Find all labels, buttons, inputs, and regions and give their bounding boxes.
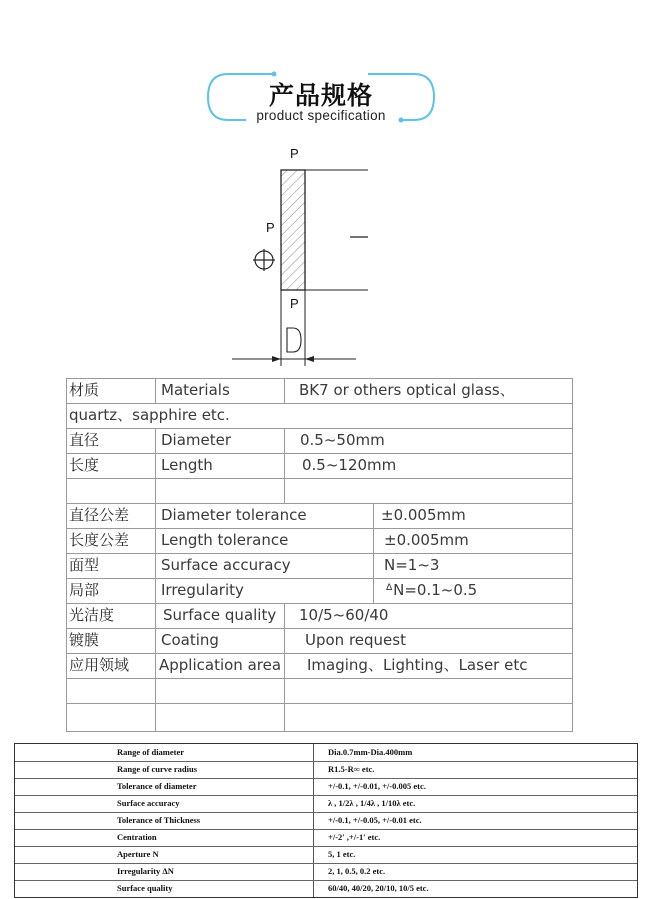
range-row-label: Surface quality: [117, 883, 173, 893]
range-row-label: Tolerance of Thickness: [117, 815, 201, 825]
range-row-label: Tolerance of diameter: [117, 781, 197, 791]
range-row-value: 5, 1 etc.: [328, 849, 356, 859]
range-row-value: 60/40, 40/20, 20/10, 10/5 etc.: [328, 883, 429, 893]
range-row-value: +/-0.1, +/-0.05, +/-0.01 etc.: [328, 815, 422, 825]
spec-table: [66, 378, 573, 732]
spec-row-diameter-tolerance-cn: 直径公差: [69, 506, 130, 524]
diagram-left-p-label: P: [266, 220, 275, 235]
thickness-symbol: [287, 328, 301, 352]
range-row-value: 2, 1, 0.5, 0.2 etc.: [328, 866, 386, 876]
spec-row-length-tolerance-value: ±0.005mm: [384, 531, 469, 549]
spec-row-length-tolerance-en: Length tolerance: [161, 531, 289, 549]
spec-row-materials-value-cont: quartz、sapphire etc.: [69, 406, 230, 424]
range-row-label: Range of curve radius: [117, 764, 198, 774]
spec-row-diameter-value: 0.5~50mm: [300, 431, 385, 449]
spec-row-surface-quality-value: 10/5~60/40: [299, 606, 389, 624]
spec-row-length-value: 0.5~120mm: [302, 456, 397, 474]
range-row-value: Dia.0.7mm-Dia.400mm: [328, 747, 413, 757]
spec-row-diameter-tolerance-en: Diameter tolerance: [161, 506, 307, 524]
range-table-divider: [313, 744, 314, 897]
range-table: [14, 743, 638, 898]
range-row-value: R1.5-R∞ etc.: [328, 764, 375, 774]
spec-row-irregularity-cn: 局部: [69, 581, 100, 599]
range-row-value: λ , 1/2λ , 1/4λ , 1/10λ etc.: [328, 798, 416, 808]
spec-row-surface-quality-en: Surface quality: [163, 606, 277, 624]
spec-row-application-en: Application area: [159, 656, 282, 674]
range-row-value: +/-2′ ,+/-1′ etc.: [328, 832, 381, 842]
diagram-top-p-label: P: [290, 146, 299, 161]
spec-row-materials-value: BK7 or others optical glass、: [299, 381, 515, 399]
spec-row-surface-accuracy-value: N=1~3: [384, 556, 440, 574]
spec-row-surface-quality-cn: 光洁度: [69, 606, 115, 624]
range-row-label: Surface accuracy: [117, 798, 180, 808]
title-chinese: 产品规格: [268, 81, 373, 110]
rod-lens-diagram: [228, 140, 368, 370]
spec-row-coating-cn: 镀膜: [69, 631, 100, 649]
spec-row-materials-cn: 材质: [69, 381, 100, 399]
range-row-label: Aperture N: [117, 849, 159, 859]
range-row-label: Range of diameter: [117, 747, 185, 757]
spec-row-materials-en: Materials: [161, 381, 230, 399]
range-row-label: Centration: [117, 832, 157, 842]
spec-row-length-en: Length: [161, 456, 213, 474]
length-symbol: [350, 218, 368, 237]
spec-row-surface-accuracy-en: Surface accuracy: [161, 556, 291, 574]
spec-row-irregularity-value: ᐞN=0.1~0.5: [385, 581, 478, 599]
spec-row-length-tolerance-cn: 长度公差: [69, 531, 130, 549]
title-english: product specification: [256, 108, 386, 123]
spec-row-application-value: Imaging、Lighting、Laser etc: [307, 656, 528, 674]
section-title-badge: [204, 70, 438, 124]
range-row-value: +/-0.1, +/-0.01, +/-0.005 etc.: [328, 781, 426, 791]
diameter-symbol-icon: [253, 249, 275, 271]
spec-row-diameter-cn: 直径: [69, 431, 100, 449]
spec-row-diameter-tolerance-value: ±0.005mm: [381, 506, 466, 524]
spec-row-diameter-en: Diameter: [161, 431, 232, 449]
spec-row-irregularity-en: Irregularity: [161, 581, 244, 599]
range-row-label: Irregularity ΔN: [117, 866, 174, 876]
spec-row-coating-value: Upon request: [305, 631, 406, 649]
spec-row-application-cn: 应用领域: [69, 656, 130, 674]
spec-row-length-cn: 长度: [69, 456, 100, 474]
rod-body: [281, 170, 305, 290]
spec-row-surface-accuracy-cn: 面型: [69, 556, 100, 574]
spec-row-coating-en: Coating: [161, 631, 219, 649]
diagram-bottom-p-label: P: [290, 296, 299, 311]
